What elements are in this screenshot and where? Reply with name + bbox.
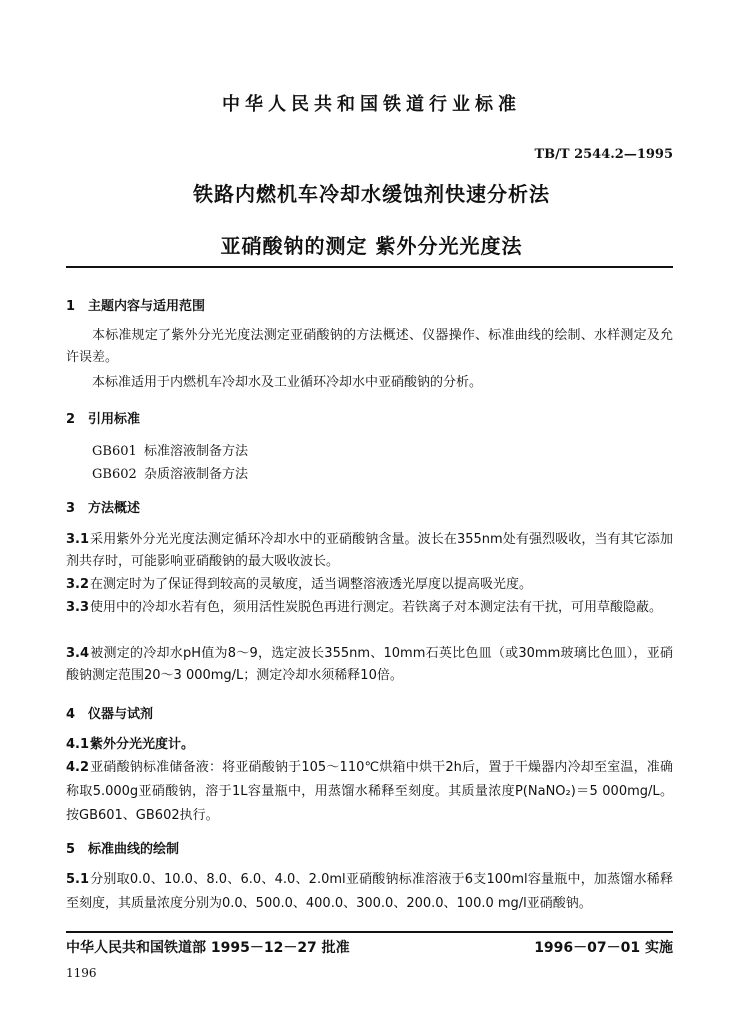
section-title: 方法概述	[88, 501, 141, 516]
section-number: 2	[66, 412, 76, 427]
clause-number: 4.1	[66, 737, 90, 752]
section-1-heading	[66, 295, 205, 314]
clause-text: 紫外分光光度计。	[90, 737, 195, 752]
section-2-heading	[66, 408, 140, 427]
clause-text: 亚硝酸钠标准储备液：将亚硝酸钠于105～110℃烘箱中烘干2h后，置于干燥器内冷却至室温，准确称取5.000g亚硝酸钠，溶于1L容量瓶中，用蒸馏水稀释至刻度。其质量浓度P(NaNO₂)＝5 000mg/L。按GB601、GB602执行。	[66, 760, 673, 823]
reference-code: GB602	[92, 467, 137, 482]
clause-number: 3.1	[66, 532, 90, 547]
section-1-paragraph-1: 本标准规定了紫外分光光度法测定亚硝酸钠的方法概述、仪器操作、标准曲线的绘制、水样测定及允许误差。	[66, 328, 673, 365]
section-3-heading	[66, 497, 140, 516]
section-number: 1	[66, 299, 76, 314]
section-number: 5	[66, 842, 76, 857]
clause-3-3	[66, 597, 673, 619]
reference-item	[92, 440, 248, 459]
section-1-paragraph-2: 本标准适用于内燃机车冷却水及工业循环冷却水中亚硝酸钠的分析。	[92, 375, 483, 390]
clause-3-2	[66, 574, 673, 596]
standard-code: TB/T 2544.2—1995	[534, 147, 673, 162]
section-title: 标准曲线的绘制	[88, 842, 180, 857]
footer-divider	[66, 931, 673, 933]
standard-organization: 中华人民共和国铁道行业标准	[222, 94, 521, 115]
clause-number: 3.2	[66, 577, 90, 592]
clause-text: 采用紫外分光光度法测定循环冷却水中的亚硝酸钠含量。波长在355nm处有强烈吸收，当有其它添加剂共存时，可能影响亚硝酸钠的最大吸收波长。	[66, 532, 673, 569]
clause-4-2	[66, 756, 673, 828]
clause-number: 5.1	[66, 872, 90, 887]
clause-4-1	[66, 734, 673, 756]
clause-number: 3.4	[66, 646, 90, 661]
reference-item	[92, 463, 248, 482]
clause-5-1	[66, 868, 673, 916]
reference-code: GB601	[92, 444, 137, 459]
effective-date: 1996－07－01 实施	[534, 940, 673, 956]
page-number: 1196	[66, 966, 97, 980]
clause-number: 4.2	[66, 760, 90, 775]
section-4-heading	[66, 703, 153, 722]
document-title: 铁路内燃机车冷却水缓蚀剂快速分析法	[193, 182, 550, 206]
section-title: 仪器与试剂	[88, 707, 154, 722]
clause-3-4	[66, 643, 673, 687]
section-5-heading	[66, 838, 179, 857]
section-title: 引用标准	[88, 412, 141, 427]
clause-3-1	[66, 529, 673, 573]
document-subtitle: 亚硝酸钠的测定 紫外分光光度法	[220, 234, 523, 258]
clause-text: 在测定时为了保证得到较高的灵敏度，适当调整溶液透光厚度以提高吸光度。	[90, 577, 533, 592]
section-number: 3	[66, 501, 76, 516]
header-divider	[66, 266, 673, 268]
reference-name: 标准溶液制备方法	[144, 444, 249, 459]
clause-text: 分别取0.0、10.0、8.0、6.0、4.0、2.0ml亚硝酸钠标准溶液于6支100ml容量瓶中，加蒸馏水稀释至刻度，其质量浓度分别为0.0、500.0、400.0、300.0、200.0、100.0 mg/l亚硝酸钠。	[66, 872, 673, 911]
reference-name: 杂质溶液制备方法	[144, 467, 249, 482]
clause-text: 被测定的冷却水pH值为8～9，选定波长355nm、10mm石英比色皿（或30mm玻璃比色皿），亚硝酸钠测定范围20～3 000mg/L；测定冷却水须稀释10倍。	[66, 646, 673, 683]
section-number: 4	[66, 707, 76, 722]
clause-text: 使用中的冷却水若有色，须用活性炭脱色再进行测定。若铁离子对本测定法有干扰，可用草酸隐蔽。	[90, 600, 663, 615]
approval-statement: 中华人民共和国铁道部 1995－12－27 批准	[66, 940, 350, 956]
clause-number: 3.3	[66, 600, 90, 615]
section-title: 主题内容与适用范围	[88, 299, 206, 314]
